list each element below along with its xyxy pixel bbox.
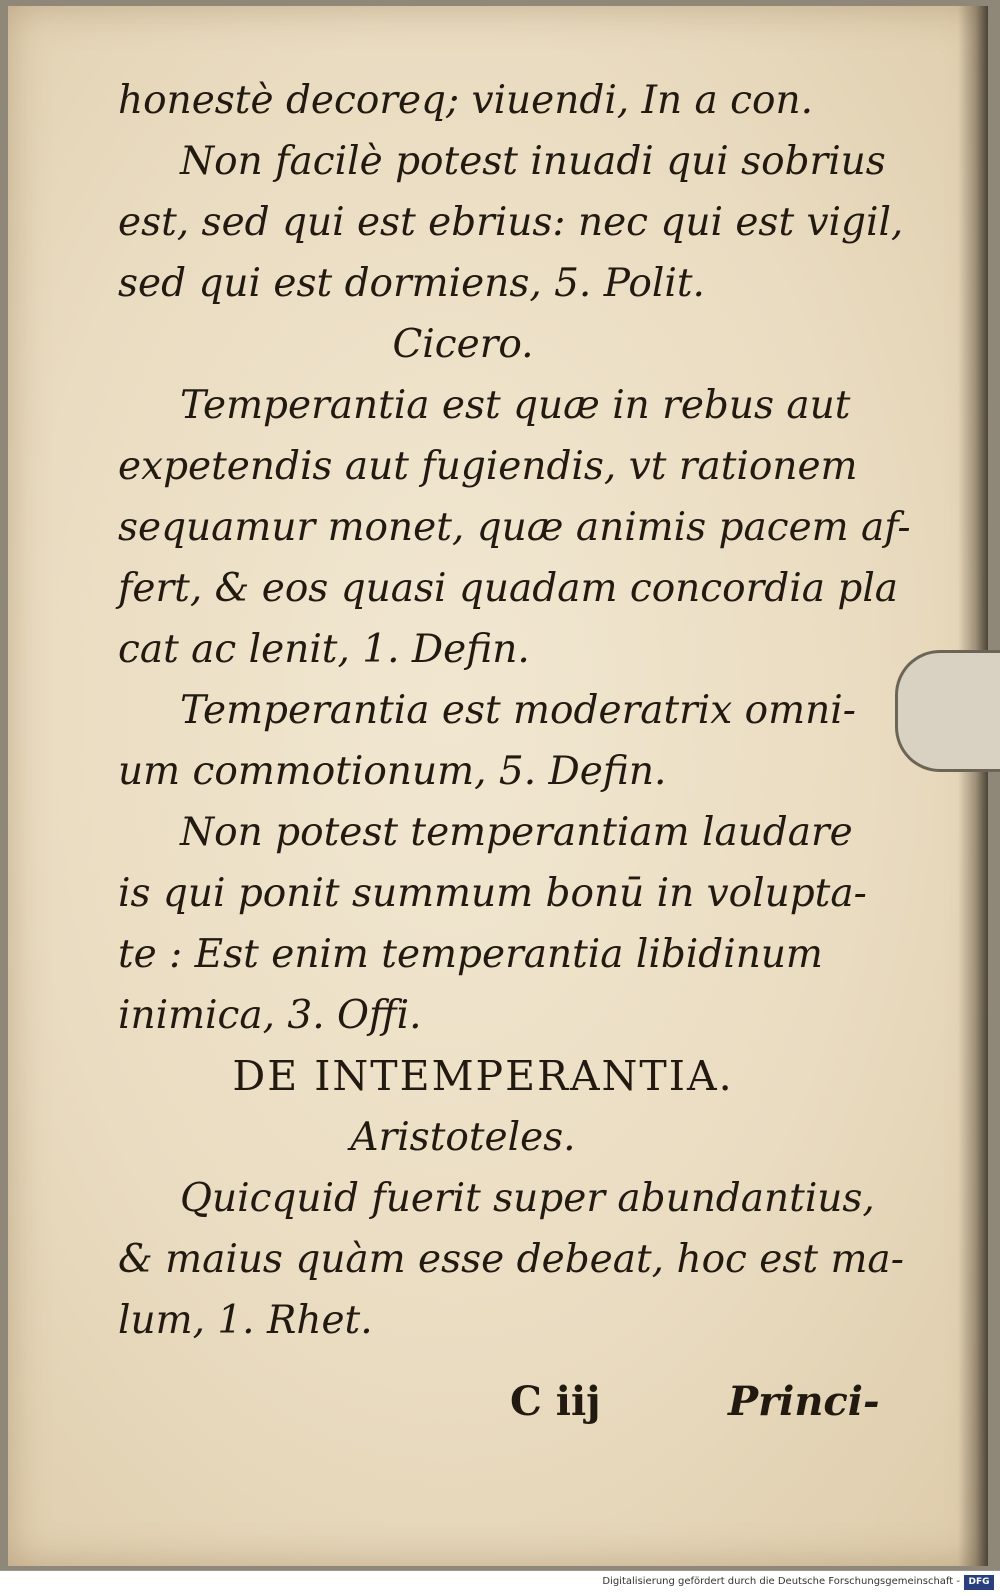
text-line: expetendis aut fugiendis, vt rationem xyxy=(118,444,858,489)
author-heading: Cicero. xyxy=(392,322,534,367)
author-heading: Aristoteles. xyxy=(350,1115,576,1160)
catchword: Princi- xyxy=(728,1378,880,1425)
page-clip-tab xyxy=(895,650,1000,772)
text-line: fert, & eos quasi quadam concordia pla xyxy=(118,566,899,611)
signature-mark: C iij xyxy=(510,1378,601,1425)
text-line: sequamur monet, quæ animis pacem af- xyxy=(118,505,911,550)
text-line: Temperantia est quæ in rebus aut xyxy=(180,383,851,428)
text-line: inimica, 3. Offi. xyxy=(118,993,422,1038)
text-line: lum, 1. Rhet. xyxy=(118,1298,373,1343)
footer-credit: Digitalisierung gefördert durch die Deutsche Forschungsgemeinschaft - xyxy=(602,1576,960,1587)
text-line: est, sed qui est ebrius: nec qui est vigil, xyxy=(118,200,904,245)
text-line: sed qui est dormiens, 5. Polit. xyxy=(118,261,705,306)
text-line: honestè decoreq; viuendi, In a con. xyxy=(118,78,814,123)
text-line: is qui ponit summum bonū in volupta- xyxy=(118,871,867,916)
text-line: te : Est enim temperantia libidinum xyxy=(118,932,823,977)
text-line: cat ac lenit, 1. Defin. xyxy=(118,627,530,672)
text-line: um commotionum, 5. Defin. xyxy=(118,749,667,794)
footer-bar xyxy=(0,1570,1000,1596)
page-gutter xyxy=(958,6,988,1566)
section-heading: DE INTEMPERANTIA. xyxy=(232,1052,734,1100)
page-text-block xyxy=(118,70,911,1351)
text-line: Quicquid fuerit super abundantius, xyxy=(180,1176,875,1221)
text-line: Temperantia est moderatrix omni- xyxy=(180,688,856,733)
text-line: Non potest temperantiam laudare xyxy=(180,810,853,855)
text-line: & maius quàm esse debeat, hoc est ma- xyxy=(118,1237,904,1282)
dfg-logo-icon: DFG xyxy=(964,1575,994,1590)
text-line: Non facilè potest inuadi qui sobrius xyxy=(180,139,886,184)
